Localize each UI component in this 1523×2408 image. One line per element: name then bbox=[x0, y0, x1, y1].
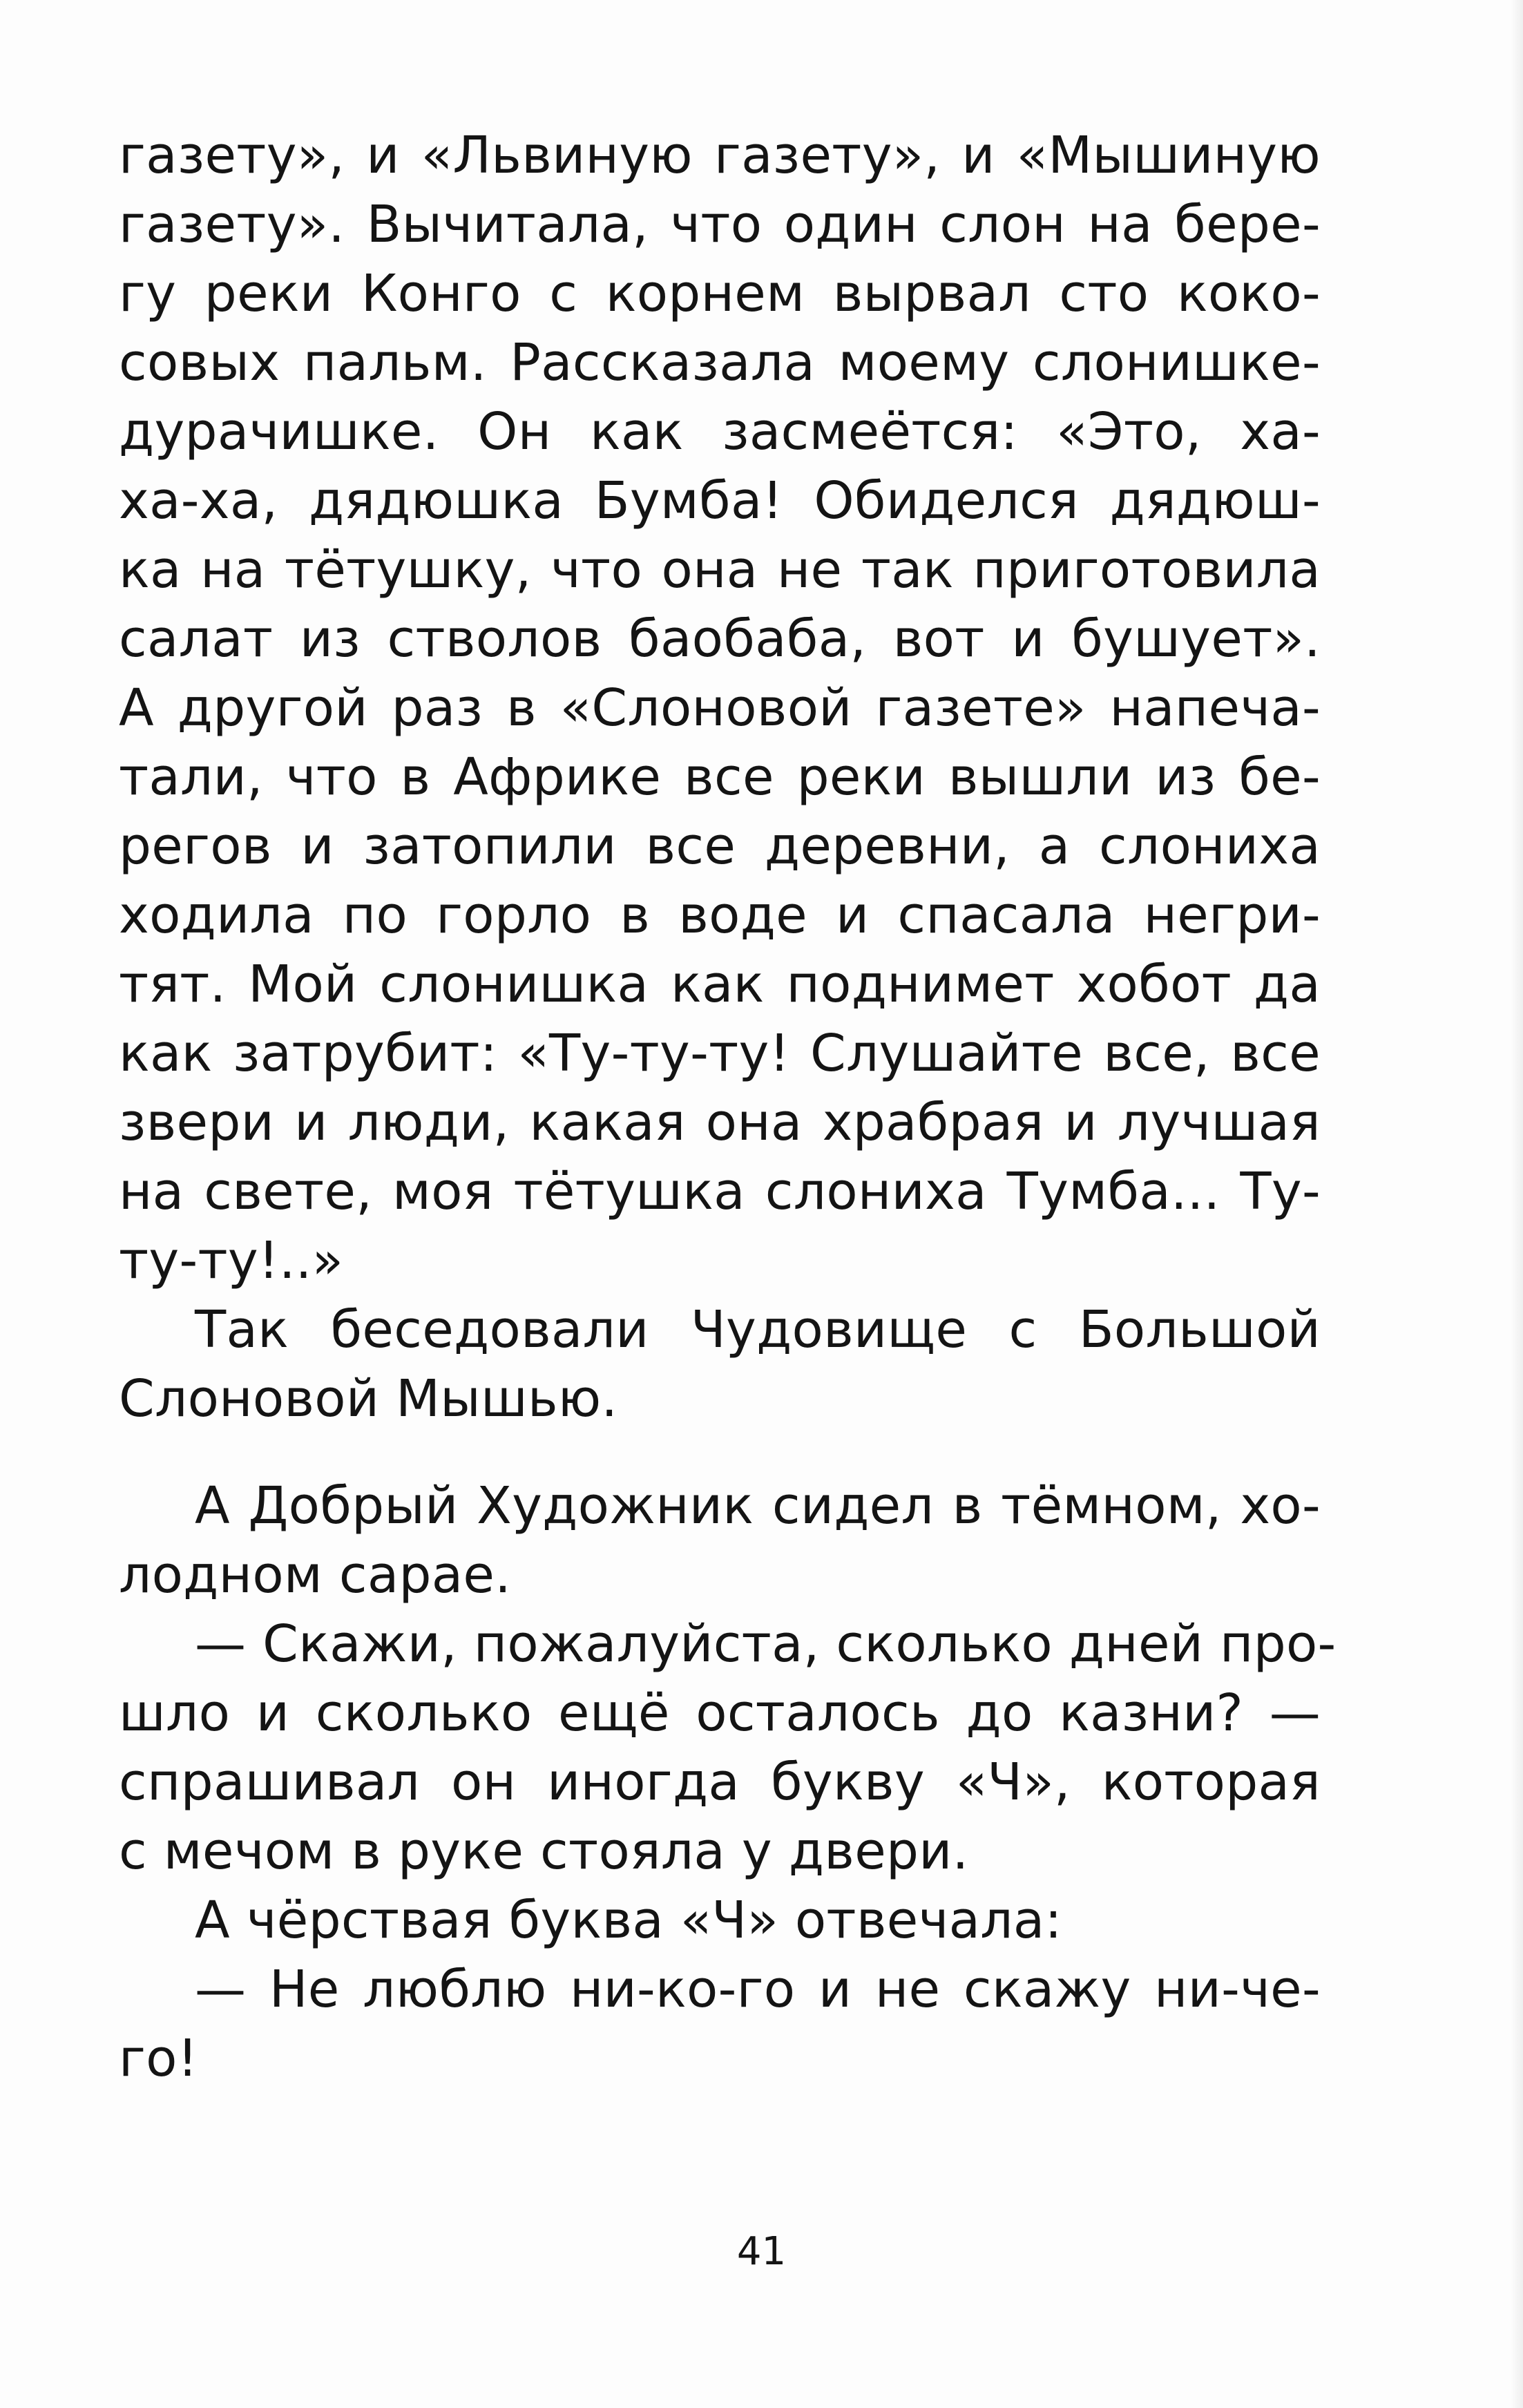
text-line: А чёрствая буква «Ч» отвечала: bbox=[195, 1891, 1062, 1950]
text-line: — Не люблю ни-ко-го и не скажу ни-че- bbox=[195, 1960, 1321, 2019]
text-line: А Добрый Художник сидел в тёмном, хо- bbox=[195, 1476, 1321, 1536]
text-line: газету». Вычитала, что один слон на бере- bbox=[119, 195, 1321, 254]
text-line: на свете, моя тётушка слониха Тумба... Ту- bbox=[119, 1162, 1321, 1221]
page-edge-shadow bbox=[1511, 0, 1523, 2408]
text-line: гу реки Конго с корнем вырвал сто коко- bbox=[119, 264, 1321, 323]
text-line: — Скажи, пожалуйста, сколько дней про- bbox=[195, 1614, 1337, 1674]
text-line: ту-ту!..» bbox=[119, 1231, 344, 1290]
text-line: шло и сколько ещё осталось до казни? — bbox=[119, 1683, 1321, 1743]
text-block-bottom bbox=[119, 1471, 1337, 2093]
text-line: совых пальм. Рассказала моему слонишке- bbox=[119, 333, 1321, 392]
text-line: спрашивал он иногда букву «Ч», которая bbox=[119, 1752, 1321, 1812]
text-line: Слоновой Мышью. bbox=[119, 1369, 618, 1428]
text-line: как затрубит: «Ту-ту-ту! Слушайте все, все bbox=[119, 1024, 1321, 1083]
text-line: с мечом в руке стояла у двери. bbox=[119, 1822, 969, 1881]
text-block-top bbox=[119, 121, 1321, 1433]
text-line: регов и затопили все деревни, а слониха bbox=[119, 816, 1321, 876]
text-line: Так беседовали Чудовище с Большой bbox=[195, 1300, 1321, 1359]
text-line: ходила по горло в воде и спасала негри- bbox=[119, 886, 1321, 945]
text-line: газету», и «Львиную газету», и «Мышиную bbox=[119, 126, 1321, 185]
text-line: ка на тётушку, что она не так приготовила bbox=[119, 540, 1321, 600]
text-line: ха-ха, дядюшка Бумба! Обиделся дядюш- bbox=[119, 471, 1321, 531]
text-line: А другой раз в «Слоновой газете» напеча- bbox=[119, 678, 1321, 738]
text-line: звери и люди, какая она храбрая и лучшая bbox=[119, 1093, 1321, 1152]
text-line: дурачишке. Он как засмеётся: «Это, ха- bbox=[119, 402, 1321, 461]
page-number: 41 bbox=[736, 2229, 787, 2274]
text-line: салат из стволов баобаба, вот и бушует». bbox=[119, 609, 1321, 669]
text-line: лодном сарае. bbox=[119, 1545, 512, 1605]
text-line: го! bbox=[119, 2029, 198, 2088]
text-line: тят. Мой слонишка как поднимет хобот да bbox=[119, 955, 1321, 1014]
text-line: тали, что в Африке все реки вышли из бе- bbox=[119, 747, 1321, 807]
